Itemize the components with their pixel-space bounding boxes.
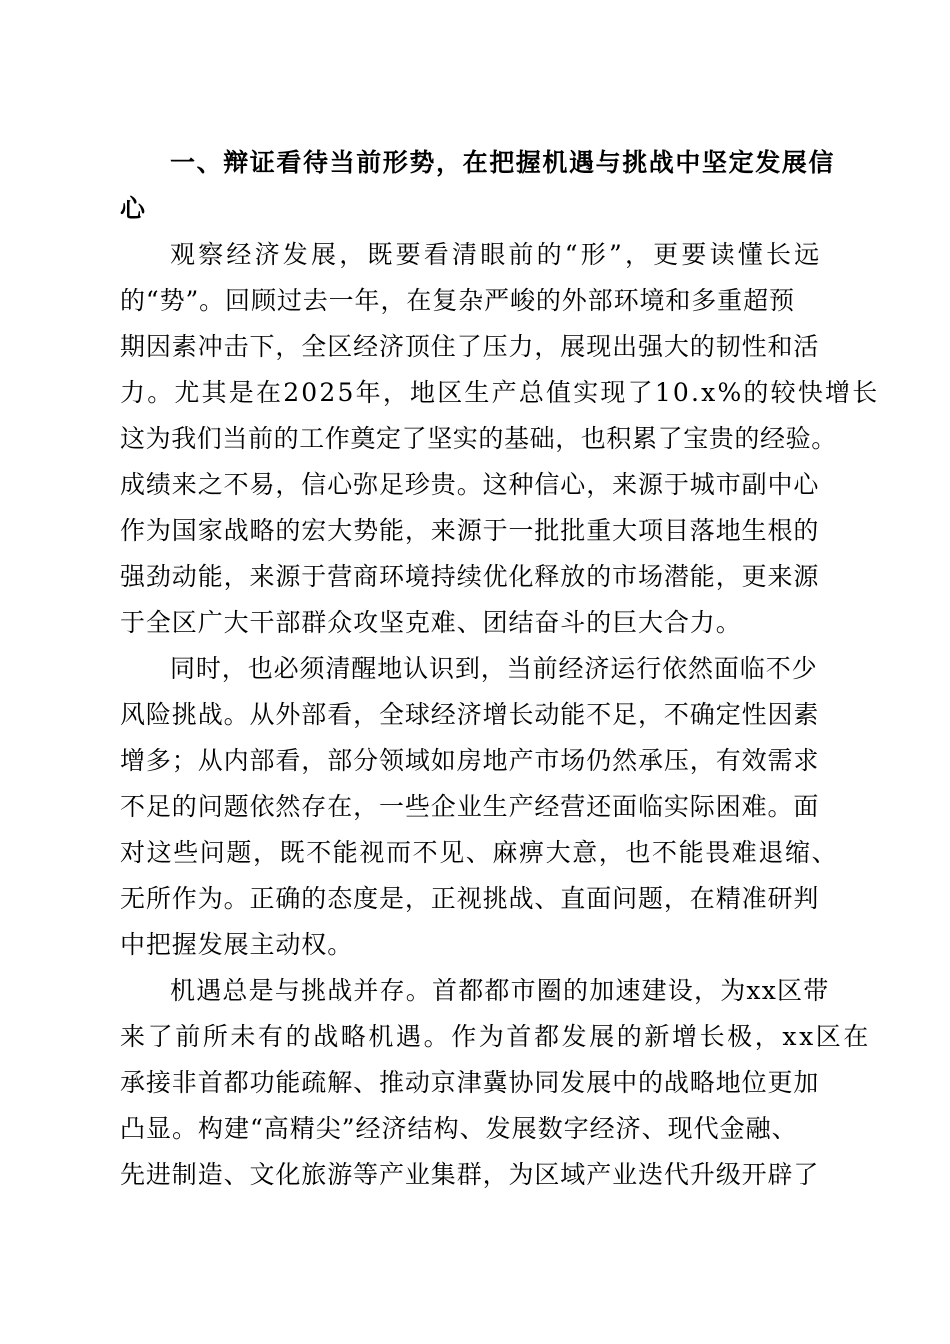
heading-line: 心	[120, 194, 147, 223]
paragraph-line: 强劲动能，来源于营商环境持续优化释放的市场潜能，更来源	[120, 562, 820, 591]
paragraph-line: 机遇总是与挑战并存。首都都市圈的加速建设，为xx区带	[170, 976, 830, 1005]
paragraph-line: 无所作为。正确的态度是，正视挑战、直面问题，在精准研判	[120, 884, 820, 913]
paragraph-line: 中把握发展主动权。	[120, 930, 354, 959]
document-body	[120, 140, 880, 1198]
paragraph-line: 承接非首都功能疏解、推动京津冀协同发展中的战略地位更加	[120, 1068, 820, 1097]
paragraph-line: 来了前所未有的战略机遇。作为首都发展的新增长极，xx区在	[120, 1022, 872, 1051]
paragraph-line: 凸显。构建“高精尖”经济结构、发展数字经济、现代金融、	[120, 1114, 798, 1143]
paragraph-line: 这为我们当前的工作奠定了坚实的基础，也积累了宝贵的经验。	[120, 424, 837, 453]
paragraph-line: 同时，也必须清醒地认识到，当前经济运行依然面临不少	[170, 654, 818, 683]
section-heading	[120, 140, 836, 232]
paragraph-line: 风险挑战。从外部看，全球经济增长动能不足，不确定性因素	[120, 700, 820, 729]
paragraph-challenges	[120, 646, 839, 968]
paragraph-line: 观察经济发展，既要看清眼前的“形”，更要读懂长远	[170, 240, 823, 269]
paragraph-line: 不足的问题依然存在，一些企业生产经营还面临实际困难。面	[120, 792, 820, 821]
paragraph-line: 成绩来之不易，信心弥足珍贵。这种信心，来源于城市副中心	[120, 470, 820, 499]
paragraph-line: 期因素冲击下，全区经济顶住了压力，展现出强大的韧性和活	[120, 332, 820, 361]
heading-line: 一、辩证看待当前形势，在把握机遇与挑战中坚定发展信	[170, 148, 836, 177]
paragraph-line: 增多；从内部看，部分领域如房地产市场仍然承压，有效需求	[120, 746, 820, 775]
paragraph-line: 对这些问题，既不能视而不见、麻痹大意，也不能畏难退缩、	[120, 838, 839, 867]
paragraph-situation	[120, 232, 880, 646]
paragraph-line: 先进制造、文化旅游等产业集群，为区域产业迭代升级开辟了	[120, 1160, 820, 1189]
paragraph-opportunities	[120, 968, 872, 1198]
paragraph-line: 于全区广大干部群众攻坚克难、团结奋斗的巨大合力。	[120, 608, 742, 637]
paragraph-line: 力。尤其是在2025年，地区生产总值实现了10.x%的较快增长	[120, 378, 880, 407]
paragraph-line: 作为国家战略的宏大势能，来源于一批批重大项目落地生根的	[120, 516, 820, 545]
paragraph-line: 的“势”。回顾过去一年，在复杂严峻的外部环境和多重超预	[120, 286, 795, 315]
